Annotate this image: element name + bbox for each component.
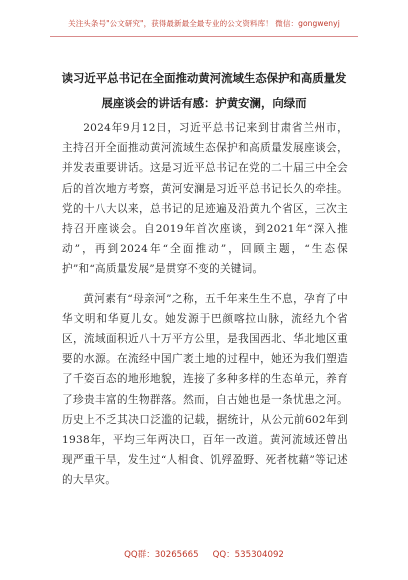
body-paragraph: 黄河素有“母亲河”之称，五千年来生生不息，孕育了中华文明和华夏儿女。她发源于巴颜喀拉山脉，流经九个省区，流域面积近八十万平方公里，是我国西北、华北地区重要的水源。在流经中国广袤土地的过程中，她还为我们塑造了千姿百态的地形地貌，连接了多种多样的生态单元，养育了珍贵丰富的生物群落。然而，自古她也是一条忧患之河。历史上不乏其决口泛滥的记载，据统计，从公元前602年到1938年，平均三年两决口，百年一改道。黄河流域还曾出现严重干旱，发生过“人相食、饥殍盈野、死者枕藉”等记述的大旱灾。: [62, 292, 348, 487]
promo-header: 关注头条号"公文研究"，获得最新最全最专业的公文资料库！ 微信：gongwenyj: [68, 19, 340, 28]
header-divider: [50, 36, 358, 37]
qq-number: QQ：535304092: [212, 550, 284, 560]
document-title: 读习近平总书记在全面推动黄河流域生态保护和高质量发展座谈会的讲话有感：护黄安澜，向绿而: [61, 71, 347, 110]
body-paragraph: 2024年9月12日，习近平总书记来到甘肃省兰州市，主持召开全面推动黄河流域生态保护和高质量发展座谈会，并发表重要讲话。这是习近平总书记在党的二十届三中全会后的首次地方考察，黄河安澜是习近平总书记长久的牵挂。党的十八大以来，总书记的足迹遍及沿黄九个省区，三次主持召开座谈会。自2019年首次座谈，到2021年“深入推动”，再到2024年“全面推动”，回顾主题，“生态保护”和“高质量发展”是贯穿不变的关键词。: [62, 122, 348, 276]
document-body: [62, 118, 348, 491]
qq-group-number: QQ群：30265665: [124, 550, 199, 560]
contact-footer: [0, 548, 408, 560]
